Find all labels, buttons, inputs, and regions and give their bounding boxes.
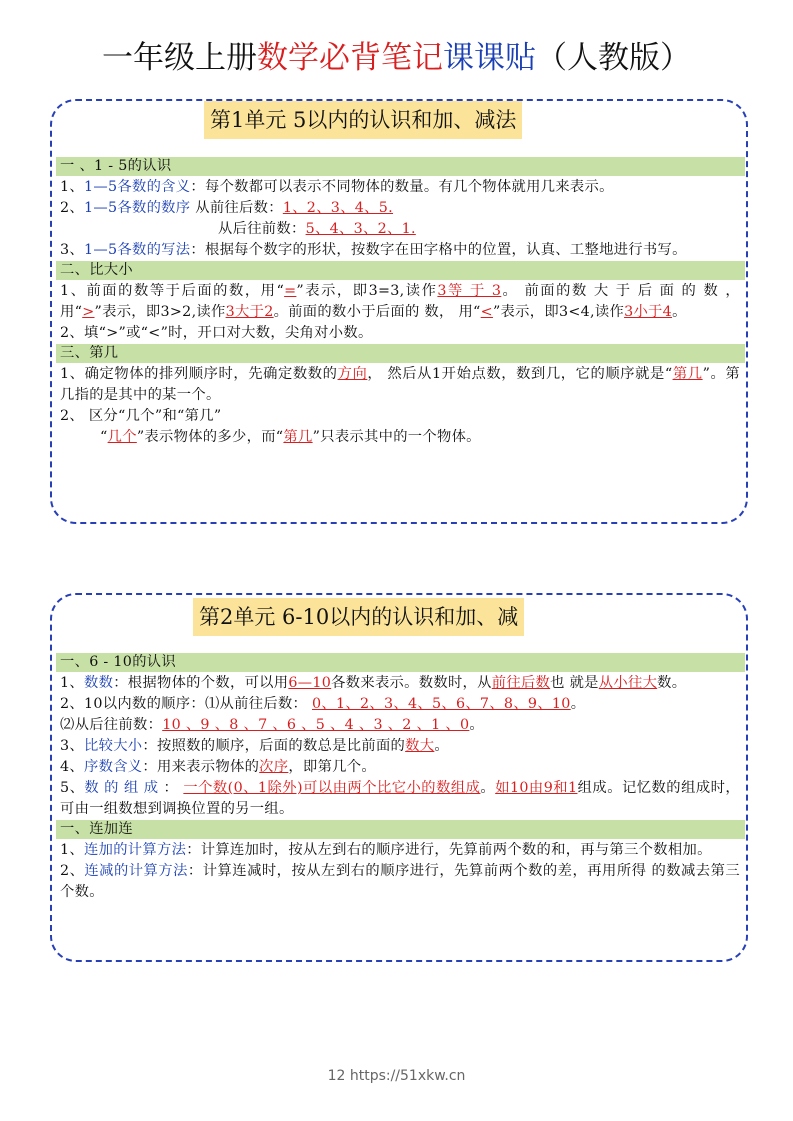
unit1-sec1-line3: 从后往前数：5、4、3、2、1. <box>218 221 416 237</box>
unit1-sec2-para2: 2、填“>”或“<”时，开口对大数，尖角对小数。 <box>60 325 373 341</box>
unit1-sec1-line2: 2、1—5各数的数序 从前往后数：1、2、3、4、5. <box>60 200 394 216</box>
unit1-sec3-para1: 1、确定物体的排列顺序时，先确定数数的方向， 然后从1开始点数，数到几，它的顺序就是“第几”。第几指的是其中的某一个。 <box>60 366 740 403</box>
unit1-body <box>60 157 740 448</box>
unit2-sec1-para2: 2、10以内数的顺序：⑴从前往后数： 0、1、2、3、4、5、6、7、8、9、10。 <box>60 696 586 712</box>
title-math-notes: 数学必背笔记 <box>257 40 443 76</box>
unit2-sec1-para5: 4、序数含义：用来表示物体的次序，即第几个。 <box>60 759 376 775</box>
unit2-sec1-para4: 3、比较大小：按照数的顺序，后面的数总是比前面的数大。 <box>60 738 449 754</box>
title-edition: （人教版） <box>536 40 691 76</box>
unit2-sec1-title: 一、6 - 10的认识 <box>56 653 745 672</box>
unit1-sec1-line1: 1、1—5各数的含义：每个数都可以表示不同物体的数量。有几个物体就用几来表示。 <box>60 179 614 195</box>
unit1-sec3-title: 三、第几 <box>56 344 745 363</box>
unit2-sec2-para2: 2、连减的计算方法：计算连减时，按从左到右的顺序进行，先算前两个数的差，再用所得 的数减去第三个数。 <box>60 863 740 900</box>
title-grade: 一年级上册 <box>102 40 257 76</box>
unit1-sec3-para3: “几个”表示物体的多少，而“第几”只表示其中的一个物体。 <box>100 429 481 445</box>
unit2-panel <box>50 593 748 962</box>
unit1-sec1-line4: 3、1—5各数的写法：根据每个数字的形状，按数字在田字格中的位置，认真、工整地进行书写。 <box>60 242 687 258</box>
unit2-body <box>60 653 740 903</box>
unit2-sec1-para1: 1、数数：根据物体的个数，可以用6—10各数来表示。数数时，从前往后数也 就是从小往大数。 <box>60 675 687 691</box>
unit2-sec1-para3: ⑵从后往前数：10 、9 、8 、7 、6 、5 、4 、3 、2 、1 、0。 <box>60 717 484 733</box>
unit1-sec3-para2: 2、 区分“几个”和“第几” <box>60 408 222 424</box>
unit1-header: 第1单元 5以内的认识和加、减法 <box>204 101 522 139</box>
unit1-sec2-title: 二、比大小 <box>56 261 745 280</box>
unit2-sec2-para1: 1、连加的计算方法：计算连加时，按从左到右的顺序进行，先算前两个数的和，再与第三个数相加。 <box>60 842 712 858</box>
title-lesson-sticker: 课课贴 <box>443 40 536 76</box>
unit2-header: 第2单元 6-10以内的认识和加、减 <box>193 598 524 636</box>
unit1-panel <box>50 99 748 524</box>
unit1-sec2-para1: 1、前面的数等于后面的数，用“=”表示，即3=3,读作3等 于 3。 前面的数 大 于 后 面 的 数 ， 用“>”表示，即3>2,读作3大于2。前面的数小于后面的 数， 用“<”表示，即3<4,读作3小于4。 <box>60 283 740 320</box>
unit1-sec1-title: 一 、1 - 5的认识 <box>56 157 745 176</box>
unit2-sec1-para6: 5、数 的 组 成 ： 一个数(0、1除外)可以由两个比它小的数组成。如10由9和1组成。记忆数的组成时，可由一组数想到调换位置的另一组。 <box>60 780 740 817</box>
page-footer: 12 https://51xkw.cn <box>327 1068 466 1084</box>
page-title <box>0 38 793 78</box>
unit2-sec2-title: 一、连加连 <box>56 820 745 839</box>
